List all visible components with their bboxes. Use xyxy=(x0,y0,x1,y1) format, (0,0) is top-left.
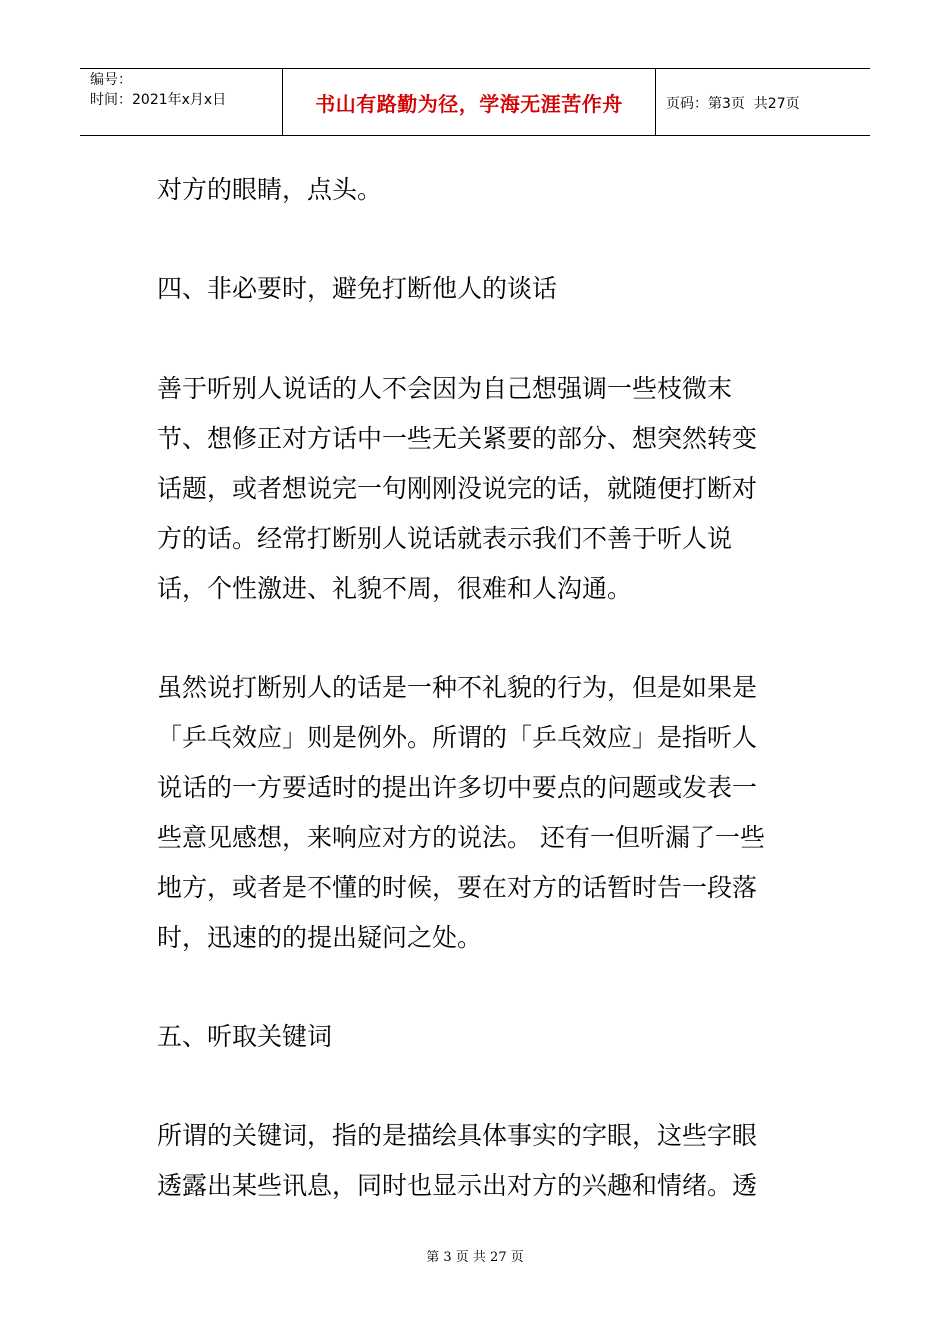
body-line: 善于听别人说话的人不会因为自己想强调一些枝微末 xyxy=(157,374,733,403)
header-motto: 书山有路勤为径，学海无涯苦作舟 xyxy=(315,91,623,116)
document-number-label: 编号： xyxy=(90,72,132,88)
body-line: 「乒乓效应」则是例外。所谓的「乒乓效应」是指听人 xyxy=(157,723,758,752)
body-line: 方的话。经常打断别人说话就表示我们不善于听人说 xyxy=(157,524,733,553)
body-line: 话，个性激进、礼貌不周，很难和人沟通。 xyxy=(157,574,633,603)
body-line: 透露出某些讯息，同时也显示出对方的兴趣和情绪。透 xyxy=(157,1171,758,1200)
header-page-info: 页码：第3页 共27页 xyxy=(666,96,800,112)
body-line: 话题，或者想说完一句刚刚没说完的话，就随便打断对 xyxy=(157,474,758,503)
body-line: 节、想修正对方话中一些无关紧要的部分、想突然转变 xyxy=(157,424,758,453)
body-line: 地方，或者是不懂的时候，要在对方的话暂时告一段落 xyxy=(157,873,758,902)
document-header xyxy=(80,68,870,136)
body-line: 些意见感想，来响应对方的说法。 还有一但听漏了一些 xyxy=(157,823,765,852)
body-line: 说话的一方要适时的提出许多切中要点的问题或发表一 xyxy=(157,773,758,802)
body-line: 时，迅速的的提出疑问之处。 xyxy=(157,923,483,952)
document-date-label: 时间：2021年x月x日 xyxy=(90,92,227,108)
body-line: 对方的眼睛，点头。 xyxy=(157,175,383,204)
section-heading: 五、听取关键词 xyxy=(157,1022,333,1051)
section-heading: 四、非必要时，避免打断他人的谈话 xyxy=(157,274,558,303)
page-footer: 第 3 页 共 27 页 xyxy=(426,1250,524,1265)
body-line: 所谓的关键词，指的是描绘具体事实的字眼，这些字眼 xyxy=(157,1121,758,1150)
header-divider-right xyxy=(655,69,656,135)
header-meta xyxy=(80,69,282,135)
body-line: 虽然说打断别人的话是一种不礼貌的行为，但是如果是 xyxy=(157,673,758,702)
